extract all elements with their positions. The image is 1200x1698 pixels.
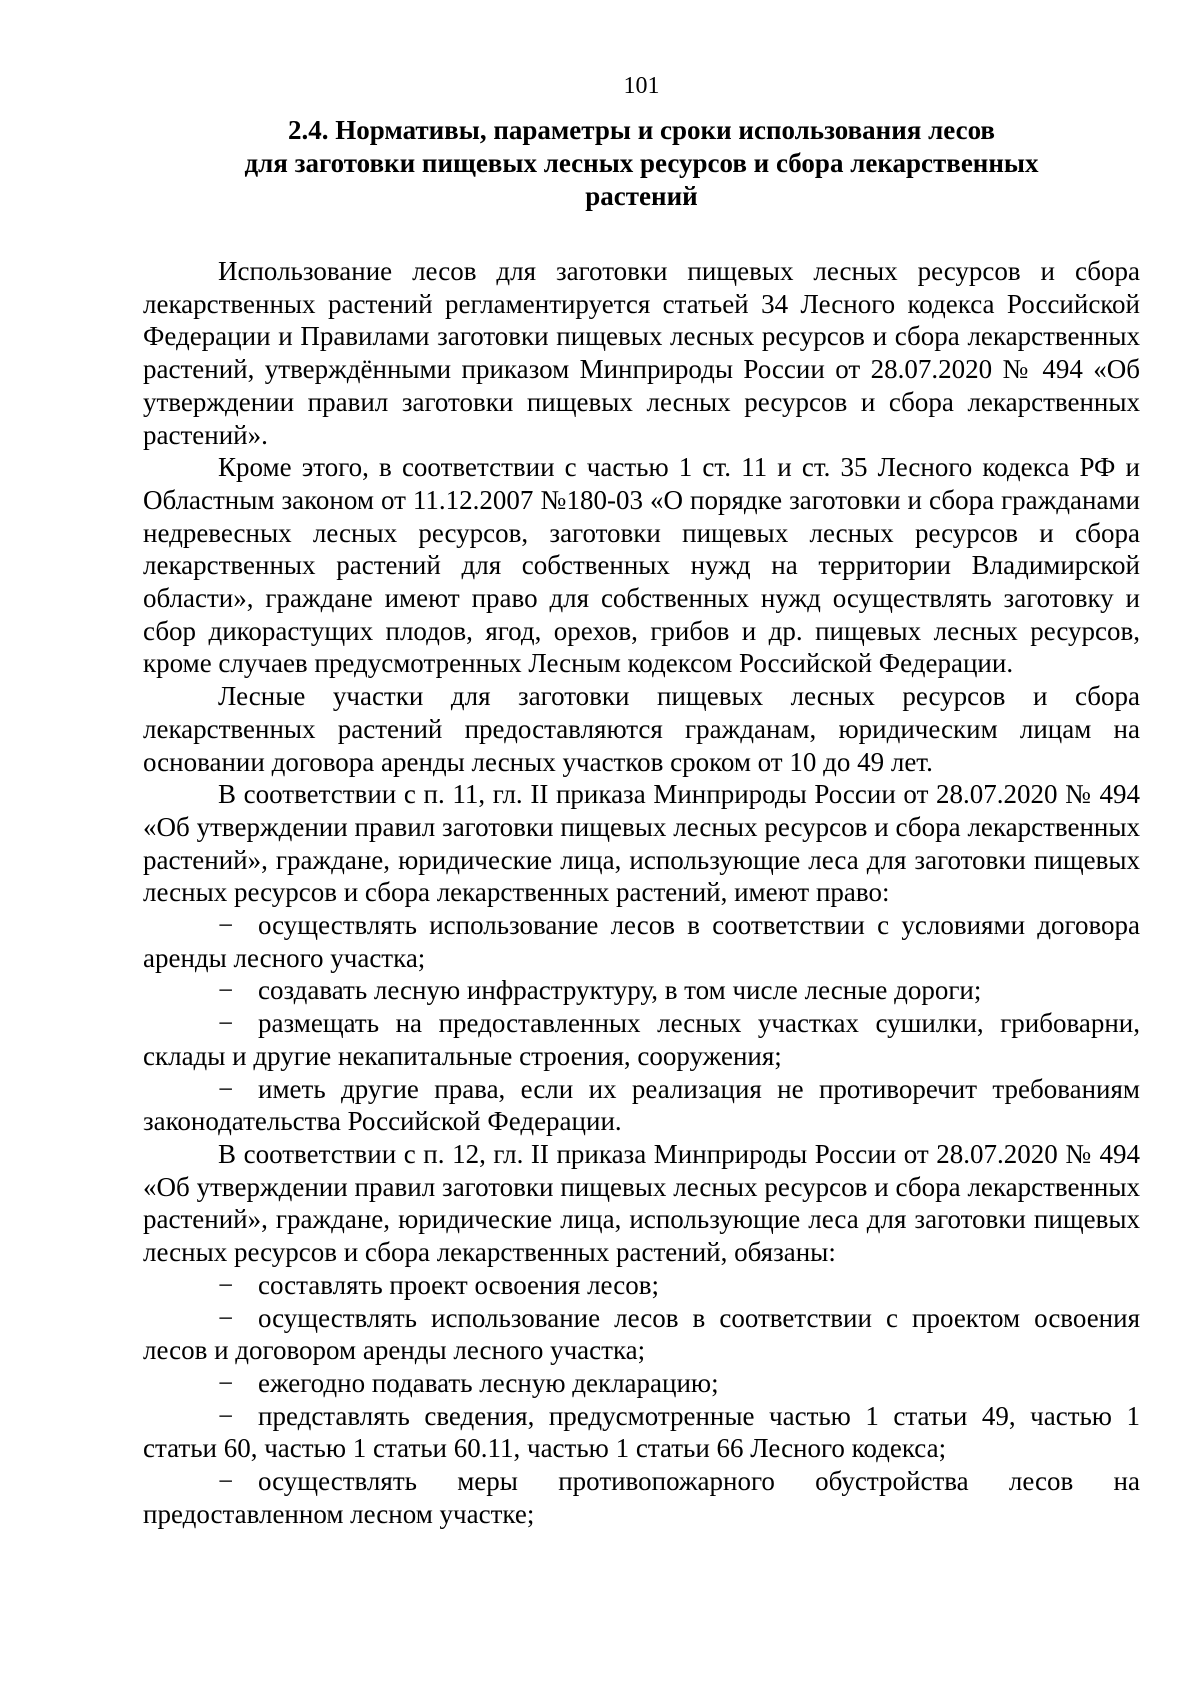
list-item	[143, 909, 1140, 974]
list-item	[143, 1465, 1140, 1530]
list-item	[143, 1367, 1140, 1400]
list-item-text: иметь другие права, если их реализация не противоречит требованиям законодательства Российской Федерации.	[143, 1073, 1140, 1137]
paragraph: Использование лесов для заготовки пищевых лесных ресурсов и сбора лекарственных растений регламентируется статьей 34 Лесного кодекса Российской Федерации и Правилами заготовки пищевых лесных ресурсов и сбора лекарственных растений, утверждёнными приказом Минприроды России от 28.07.2020 № 494 «Об утверждении правил заготовки пищевых лесных ресурсов и сбора лекарственных растений».	[143, 256, 1140, 450]
list-dash: −	[218, 1367, 234, 1398]
list-dash: −	[218, 1400, 234, 1431]
list-dash: −	[218, 1302, 234, 1333]
list-item	[143, 1400, 1140, 1465]
list-item	[143, 974, 1140, 1007]
list-item-text: осуществлять использование лесов в соответствии с проектом освоения лесов и договором аренды лесного участка;	[143, 1302, 1140, 1366]
list-item	[143, 1007, 1140, 1072]
paragraph: В соответствии с п. 12, гл. II приказа Минприроды России от 28.07.2020 № 494 «Об утверждении правил заготовки пищевых лесных ресурсов и сбора лекарственных растений», граждане, юридические лица, использующие леса для заготовки пищевых лесных ресурсов и сбора лекарственных растений, обязаны:	[143, 1138, 1140, 1268]
list-dash: −	[218, 1269, 234, 1300]
document-page	[143, 72, 1140, 1530]
list-dash: −	[218, 1466, 234, 1497]
list-dash: −	[218, 975, 234, 1006]
list-item-text: составлять проект освоения лесов;	[258, 1269, 659, 1300]
list-item	[143, 1269, 1140, 1302]
list-item-text: осуществлять меры противопожарного обустройства лесов на предоставленном лесном участке;	[143, 1466, 1140, 1529]
list-item-text: представлять сведения, предусмотренные частью 1 статьи 49, частью 1 статьи 60, частью 1 статьи 60.11, частью 1 статьи 66 Лесного кодекса;	[143, 1400, 1140, 1464]
list-dash: −	[218, 1073, 234, 1104]
paragraph: Лесные участки для заготовки пищевых лесных ресурсов и сбора лекарственных растений предоставляются гражданам, юридическим лицам на основании договора аренды лесных участков сроком от 10 до 49 лет.	[143, 681, 1140, 777]
section-heading	[143, 114, 1140, 213]
list-dash: −	[218, 1008, 234, 1039]
heading-line: для заготовки пищевых лесных ресурсов и сбора лекарственных	[244, 148, 1039, 178]
list-item-text: осуществлять использование лесов в соответствии с условиями договора аренды лесного участка;	[143, 910, 1140, 973]
body-text	[143, 255, 1140, 1530]
paragraph: Кроме этого, в соответствии с частью 1 ст. 11 и ст. 35 Лесного кодекса РФ и Областным законом от 11.12.2007 №180-03 «О порядке заготовки и сбора гражданами недревесных лесных ресурсов, заготовки пищевых лесных ресурсов и сбора лекарственных растений для собственных нужд на территории Владимирской области», граждане имеют право для собственных нужд осуществлять заготовку и сбор дикорастущих плодов, ягод, орехов, грибов и др. пищевых лесных ресурсов, кроме случаев предусмотренных Лесным кодексом Российской Федерации.	[143, 452, 1140, 679]
paragraph: В соответствии с п. 11, гл. II приказа Минприроды России от 28.07.2020 № 494 «Об утверждении правил заготовки пищевых лесных ресурсов и сбора лекарственных растений», граждане, юридические лица, использующие леса для заготовки пищевых лесных ресурсов и сбора лекарственных растений, имеют право:	[143, 779, 1140, 908]
heading-line: растений	[585, 181, 698, 211]
list-item-text: ежегодно подавать лесную декларацию;	[258, 1367, 719, 1398]
list-dash: −	[218, 910, 234, 941]
list-item-text: размещать на предоставленных лесных участках сушилки, грибоварни, склады и другие некапитальные строения, сооружения;	[143, 1008, 1140, 1071]
list-item	[143, 1302, 1140, 1367]
list-item	[143, 1073, 1140, 1138]
heading-line: 2.4. Нормативы, параметры и сроки использования лесов	[288, 115, 995, 145]
list-item-text: создавать лесную инфраструктуру, в том числе лесные дороги;	[258, 975, 982, 1006]
page-number: 101	[623, 73, 660, 99]
